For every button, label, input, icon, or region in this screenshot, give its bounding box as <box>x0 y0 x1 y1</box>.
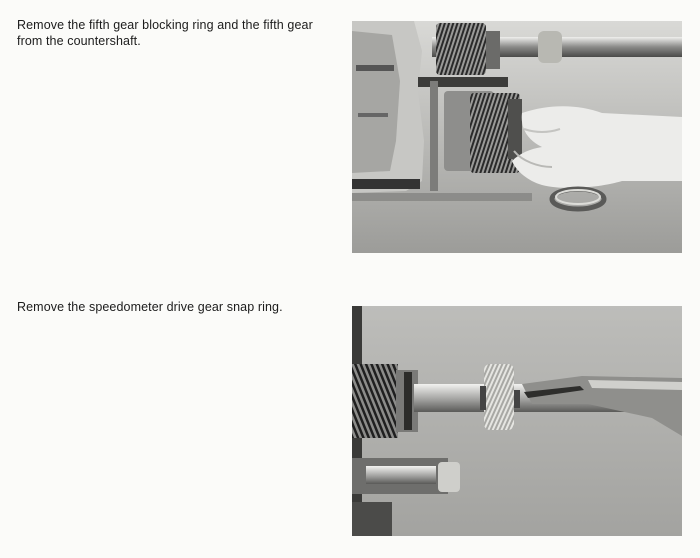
step-1-caption: Remove the fifth gear blocking ring and the fifth gear from the countershaft. <box>17 18 313 48</box>
step-2-photo <box>352 306 682 536</box>
step-2-caption: Remove the speedometer drive gear snap ring. <box>17 300 283 314</box>
step-1-photo <box>352 21 682 253</box>
